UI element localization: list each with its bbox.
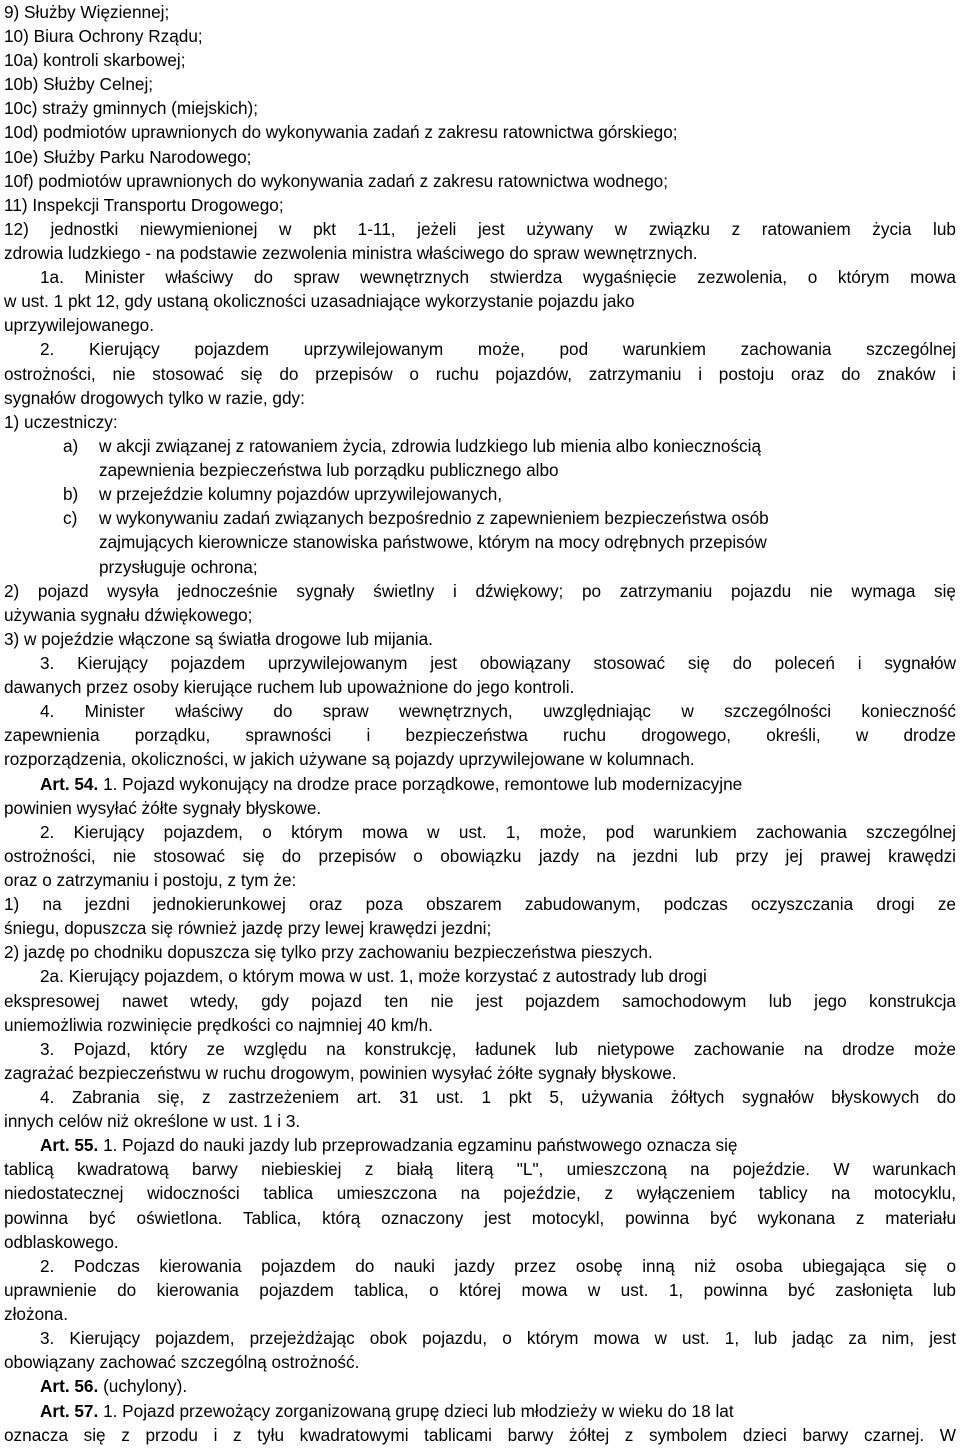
text-line: 1a. Minister właściwy do spraw wewnętrznych stwierdza wygaśnięcie zezwolenia, o którym mowa	[40, 267, 956, 287]
text-line: uprzywilejowanego.	[4, 315, 154, 335]
text-line: 11) Inspekcji Transportu Drogowego;	[4, 195, 284, 215]
text-line: sygnałów drogowych tylko w razie, gdy:	[4, 388, 305, 408]
text-line: złożona.	[4, 1304, 69, 1324]
list-marker-a: a)	[63, 436, 79, 456]
text-line: zajmujących kierownicze stanowiska państwowe, którym na mocy odrębnych przepisów	[99, 532, 767, 552]
text-line: w akcji związanej z ratowaniem życia, zdrowia ludzkiego lub mienia albo koniecznością	[99, 436, 762, 456]
list-item-a	[63, 434, 956, 458]
text-line: 12) jednostki niewymienionej w pkt 1-11, jeżeli jest używany w związku z ratowaniem życia lub	[4, 219, 956, 239]
article-label: Art. 55.	[40, 1135, 99, 1155]
text-line: 10c) straży gminnych (miejskich);	[4, 98, 259, 118]
text-line: 3) w pojeździe włączone są światła drogowe lub mijania.	[4, 629, 433, 649]
list-marker-b: b)	[63, 484, 79, 504]
list-marker-c: c)	[63, 508, 78, 528]
text-line: 2a. Kierujący pojazdem, o którym mowa w ust. 1, może korzystać z autostrady lub drogi	[40, 966, 707, 986]
article-56-line	[40, 1374, 956, 1398]
text-line: dawanych przez osoby kierujące ruchem lub upoważnione do jego kontroli.	[4, 677, 575, 697]
text-line: 1. Pojazd wykonujący na drodze prace porządkowe, remontowe lub modernizacyjne	[103, 774, 743, 794]
article-label: Art. 56.	[40, 1376, 99, 1396]
text-line: 3. Kierujący pojazdem uprzywilejowanym jest obowiązany stosować się do poleceń i sygnałów	[40, 653, 956, 673]
text-line: śniegu, dopuszcza się również jazdę przy lewej krawędzi jezdni;	[4, 918, 492, 938]
text-line: w wykonywaniu zadań związanych bezpośrednio z zapewnieniem bezpieczeństwa osób	[99, 508, 769, 528]
text-line: odblaskowego.	[4, 1232, 119, 1252]
text-line: 2) jazdę po chodniku dopuszcza się tylko przy zachowaniu bezpieczeństwa pieszych.	[4, 942, 653, 962]
text-line: 10d) podmiotów uprawnionych do wykonywania zadań z zakresu ratownictwa górskiego;	[4, 122, 678, 142]
text-line: zdrowia ludzkiego - na podstawie zezwolenia ministra właściwego do spraw wewnętrznych.	[4, 243, 698, 263]
article-55-line	[40, 1133, 956, 1157]
text-line: 2. Podczas kierowania pojazdem do nauki jazdy przez osobę inną niż osoba ubiegająca się o	[40, 1256, 956, 1276]
text-line: 10f) podmiotów uprawnionych do wykonywania zadań z zakresu ratownictwa wodnego;	[4, 171, 668, 191]
text-line: używania sygnału dźwiękowego;	[4, 605, 253, 625]
text-line: uniemożliwia rozwinięcie prędkości co najmniej 40 km/h.	[4, 1015, 433, 1035]
text-line: ekspresowej nawet wtedy, gdy pojazd ten nie jest pojazdem samochodowym lub jego konstrukcja	[4, 991, 956, 1011]
text-line: 1. Pojazd do nauki jazdy lub przeprowadzania egzaminu państwowego oznacza się	[103, 1135, 738, 1155]
text-line: zagrażać bezpieczeństwu w ruchu drogowym, powinien wysyłać żółte sygnały błyskowe.	[4, 1063, 677, 1083]
text-line: 9) Służby Więziennej;	[4, 2, 170, 22]
text-line: 1) uczestniczy:	[4, 412, 118, 432]
text-line: ostrożności, nie stosować się do przepisów o obowiązku jazdy na jezdni lub przy jej prawej krawędzi	[4, 846, 956, 866]
text-line: rozporządzenia, okoliczności, w jakich używane są pojazdy uprzywilejowane w kolumnach.	[4, 749, 695, 769]
text-line: 1) na jezdni jednokierunkowej oraz poza obszarem zabudowanym, podczas oczyszczania drogi ze	[4, 894, 956, 914]
text-line: przysługuje ochrona;	[99, 557, 258, 577]
text-line: innych celów niż określone w ust. 1 i 3.	[4, 1111, 301, 1131]
text-line: 2. Kierujący pojazdem, o którym mowa w ust. 1, może, pod warunkiem zachowania szczególnej	[40, 822, 956, 842]
text-line: zapewnienia bezpieczeństwa lub porządku publicznego albo	[99, 460, 559, 480]
text-line: niedostatecznej widoczności tablica umieszczona na pojeździe, z wyłączeniem tablicy na motocyklu,	[4, 1183, 956, 1203]
text-line: obowiązany zachować szczególną ostrożność.	[4, 1352, 360, 1372]
text-line: 10) Biura Ochrony Rządu;	[4, 26, 203, 46]
list-item-b	[63, 482, 956, 506]
text-line: w przejeździe kolumny pojazdów uprzywilejowanych,	[99, 484, 503, 504]
text-line: w ust. 1 pkt 12, gdy ustaną okoliczności uzasadniające wykorzystanie pojazdu jako	[4, 291, 635, 311]
article-54-line	[40, 772, 956, 796]
text-line: 2) pojazd wysyła jednocześnie sygnały świetlny i dźwiękowy; po zatrzymaniu pojazdu nie wymaga się	[4, 581, 956, 601]
text-line: uprawnienie do kierowania pojazdem tablica, o której mowa w ust. 1, powinna być zasłonięta lub	[4, 1280, 956, 1300]
text-line: powinien wysyłać żółte sygnały błyskowe.	[4, 798, 322, 818]
text-line: zapewnienia porządku, sprawności i bezpieczeństwa ruchu drogowego, określi, w drodze	[4, 725, 956, 745]
text-line: 2. Kierujący pojazdem uprzywilejowanym może, pod warunkiem zachowania szczególnej	[40, 339, 956, 359]
text-line: 1. Pojazd przewożący zorganizowaną grupę dzieci lub młodzieży w wieku do 18 lat	[103, 1401, 734, 1421]
text-line: ostrożności, nie stosować się do przepisów o ruchu pojazdów, zatrzymaniu i postoju oraz do znaków i	[4, 364, 956, 384]
text-line: 3. Kierujący pojazdem, przejeżdżając obok pojazdu, o którym mowa w ust. 1, lub jadąc za nim, jest	[40, 1328, 956, 1348]
article-57-line	[40, 1399, 956, 1423]
text-line: 10b) Służby Celnej;	[4, 74, 154, 94]
article-label: Art. 57.	[40, 1401, 99, 1421]
text-line: tablicą kwadratową barwy niebieskiej z białą literą "L", umieszczoną na pojeździe. W warunkach	[4, 1159, 956, 1179]
text-line: powinna być oświetlona. Tablica, którą oznaczony jest motocykl, powinna być wykonana z materiału	[4, 1208, 956, 1228]
text-line: 10e) Służby Parku Narodowego;	[4, 147, 252, 167]
list-item-c	[63, 506, 956, 530]
text-line: 4. Minister właściwy do spraw wewnętrznych, uwzględniając w szczególności konieczność	[40, 701, 956, 721]
text-line: (uchylony).	[103, 1376, 188, 1396]
article-label: Art. 54.	[40, 774, 99, 794]
text-line: 4. Zabrania się, z zastrzeżeniem art. 31 ust. 1 pkt 5, używania żółtych sygnałów błyskowych do	[40, 1087, 956, 1107]
text-line: oznacza się z przodu i z tyłu kwadratowymi tablicami barwy żółtej z symbolem dzieci barwy czarnej. W	[4, 1425, 956, 1445]
text-line: 3. Pojazd, który ze względu na konstrukcję, ładunek lub nietypowe zachowanie na drodze może	[40, 1039, 956, 1059]
text-line: oraz o zatrzymaniu i postoju, z tym że:	[4, 870, 297, 890]
text-line: 10a) kontroli skarbowej;	[4, 50, 186, 70]
